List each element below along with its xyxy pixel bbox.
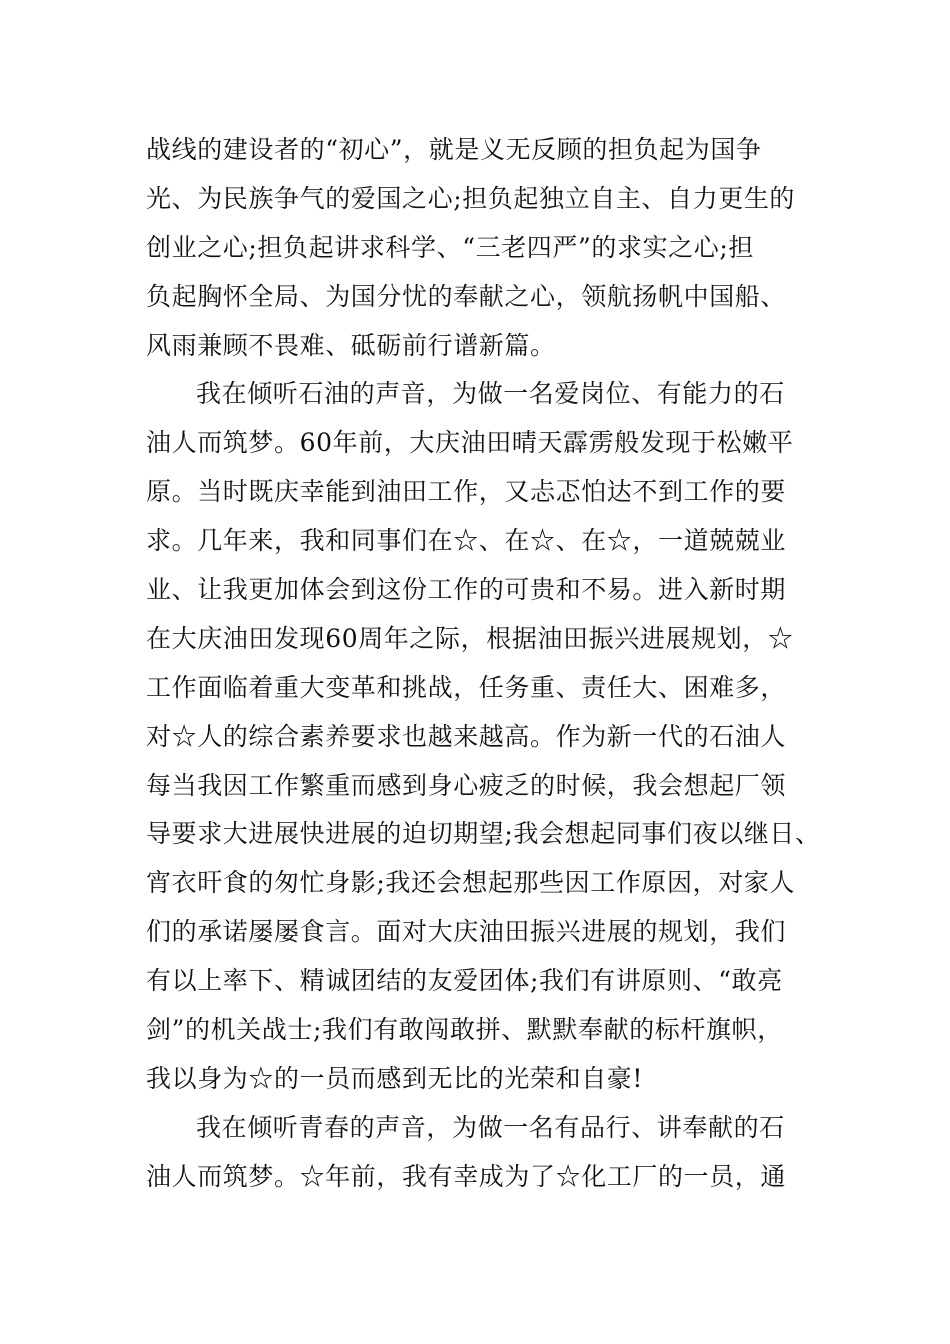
text-line: 剑”的机关战士;我们有敢闯敢拼、默默奉献的标杆旗帜， (146, 1015, 783, 1045)
text-line: 有以上率下、精诚团结的友爱团体;我们有讲原则、“敢亮 (146, 966, 783, 996)
text-line: 油人而筑梦。60年前，大庆油田晴天霹雳般发现于松嫩平 (146, 428, 794, 458)
text-line: 风雨兼顾不畏难、砥砺前行谱新篇。 (146, 330, 556, 360)
text-line: 油人而筑梦。☆年前，我有幸成为了☆化工厂的一员，通 (146, 1161, 787, 1191)
body-text (146, 126, 821, 1202)
text-line: 光、为民族争气的爱国之心;担负起独立自主、自力更生的 (146, 183, 796, 213)
paragraph-first-line: 我在倾听青春的声音，为做一名有品行、讲奉献的石 (196, 1112, 785, 1142)
text-line: 每当我因工作繁重而感到身心疲乏的时候，我会想起厂领 (146, 770, 787, 800)
text-line: 在大庆油田发现60周年之际，根据油田振兴进展规划，☆ (146, 623, 794, 653)
text-line: 对☆人的综合素养要求也越来越高。作为新一代的石油人 (146, 721, 787, 751)
text-line: 求。几年来，我和同事们在☆、在☆、在☆，一道兢兢业 (146, 526, 787, 556)
text-line: 原。当时既庆幸能到油田工作，又忐忑怕达不到工作的要 (146, 477, 787, 507)
text-line: 导要求大进展快进展的迫切期望;我会想起同事们夜以继日、 (146, 819, 821, 849)
paragraph-first-line: 我在倾听石油的声音，为做一名爱岗位、有能力的石 (196, 379, 785, 409)
text-line: 们的承诺屡屡食言。面对大庆油田振兴进展的规划，我们 (146, 917, 787, 947)
text-line: 业、让我更加体会到这份工作的可贵和不易。进入新时期 (146, 575, 787, 605)
text-line: 宵衣旰食的匆忙身影;我还会想起那些因工作原因，对家人 (146, 868, 796, 898)
text-line: 我以身为☆的一员而感到无比的光荣和自豪! (146, 1063, 644, 1093)
text-line: 负起胸怀全局、为国分忧的奉献之心，领航扬帆中国船、 (146, 281, 787, 311)
text-line: 工作面临着重大变革和挑战，任务重、责任大、困难多， (146, 672, 787, 702)
text-line: 创业之心;担负起讲求科学、“三老四严”的求实之心;担 (146, 232, 755, 262)
text-line: 战线的建设者的“初心”，就是义无反顾的担负起为国争 (146, 135, 762, 164)
